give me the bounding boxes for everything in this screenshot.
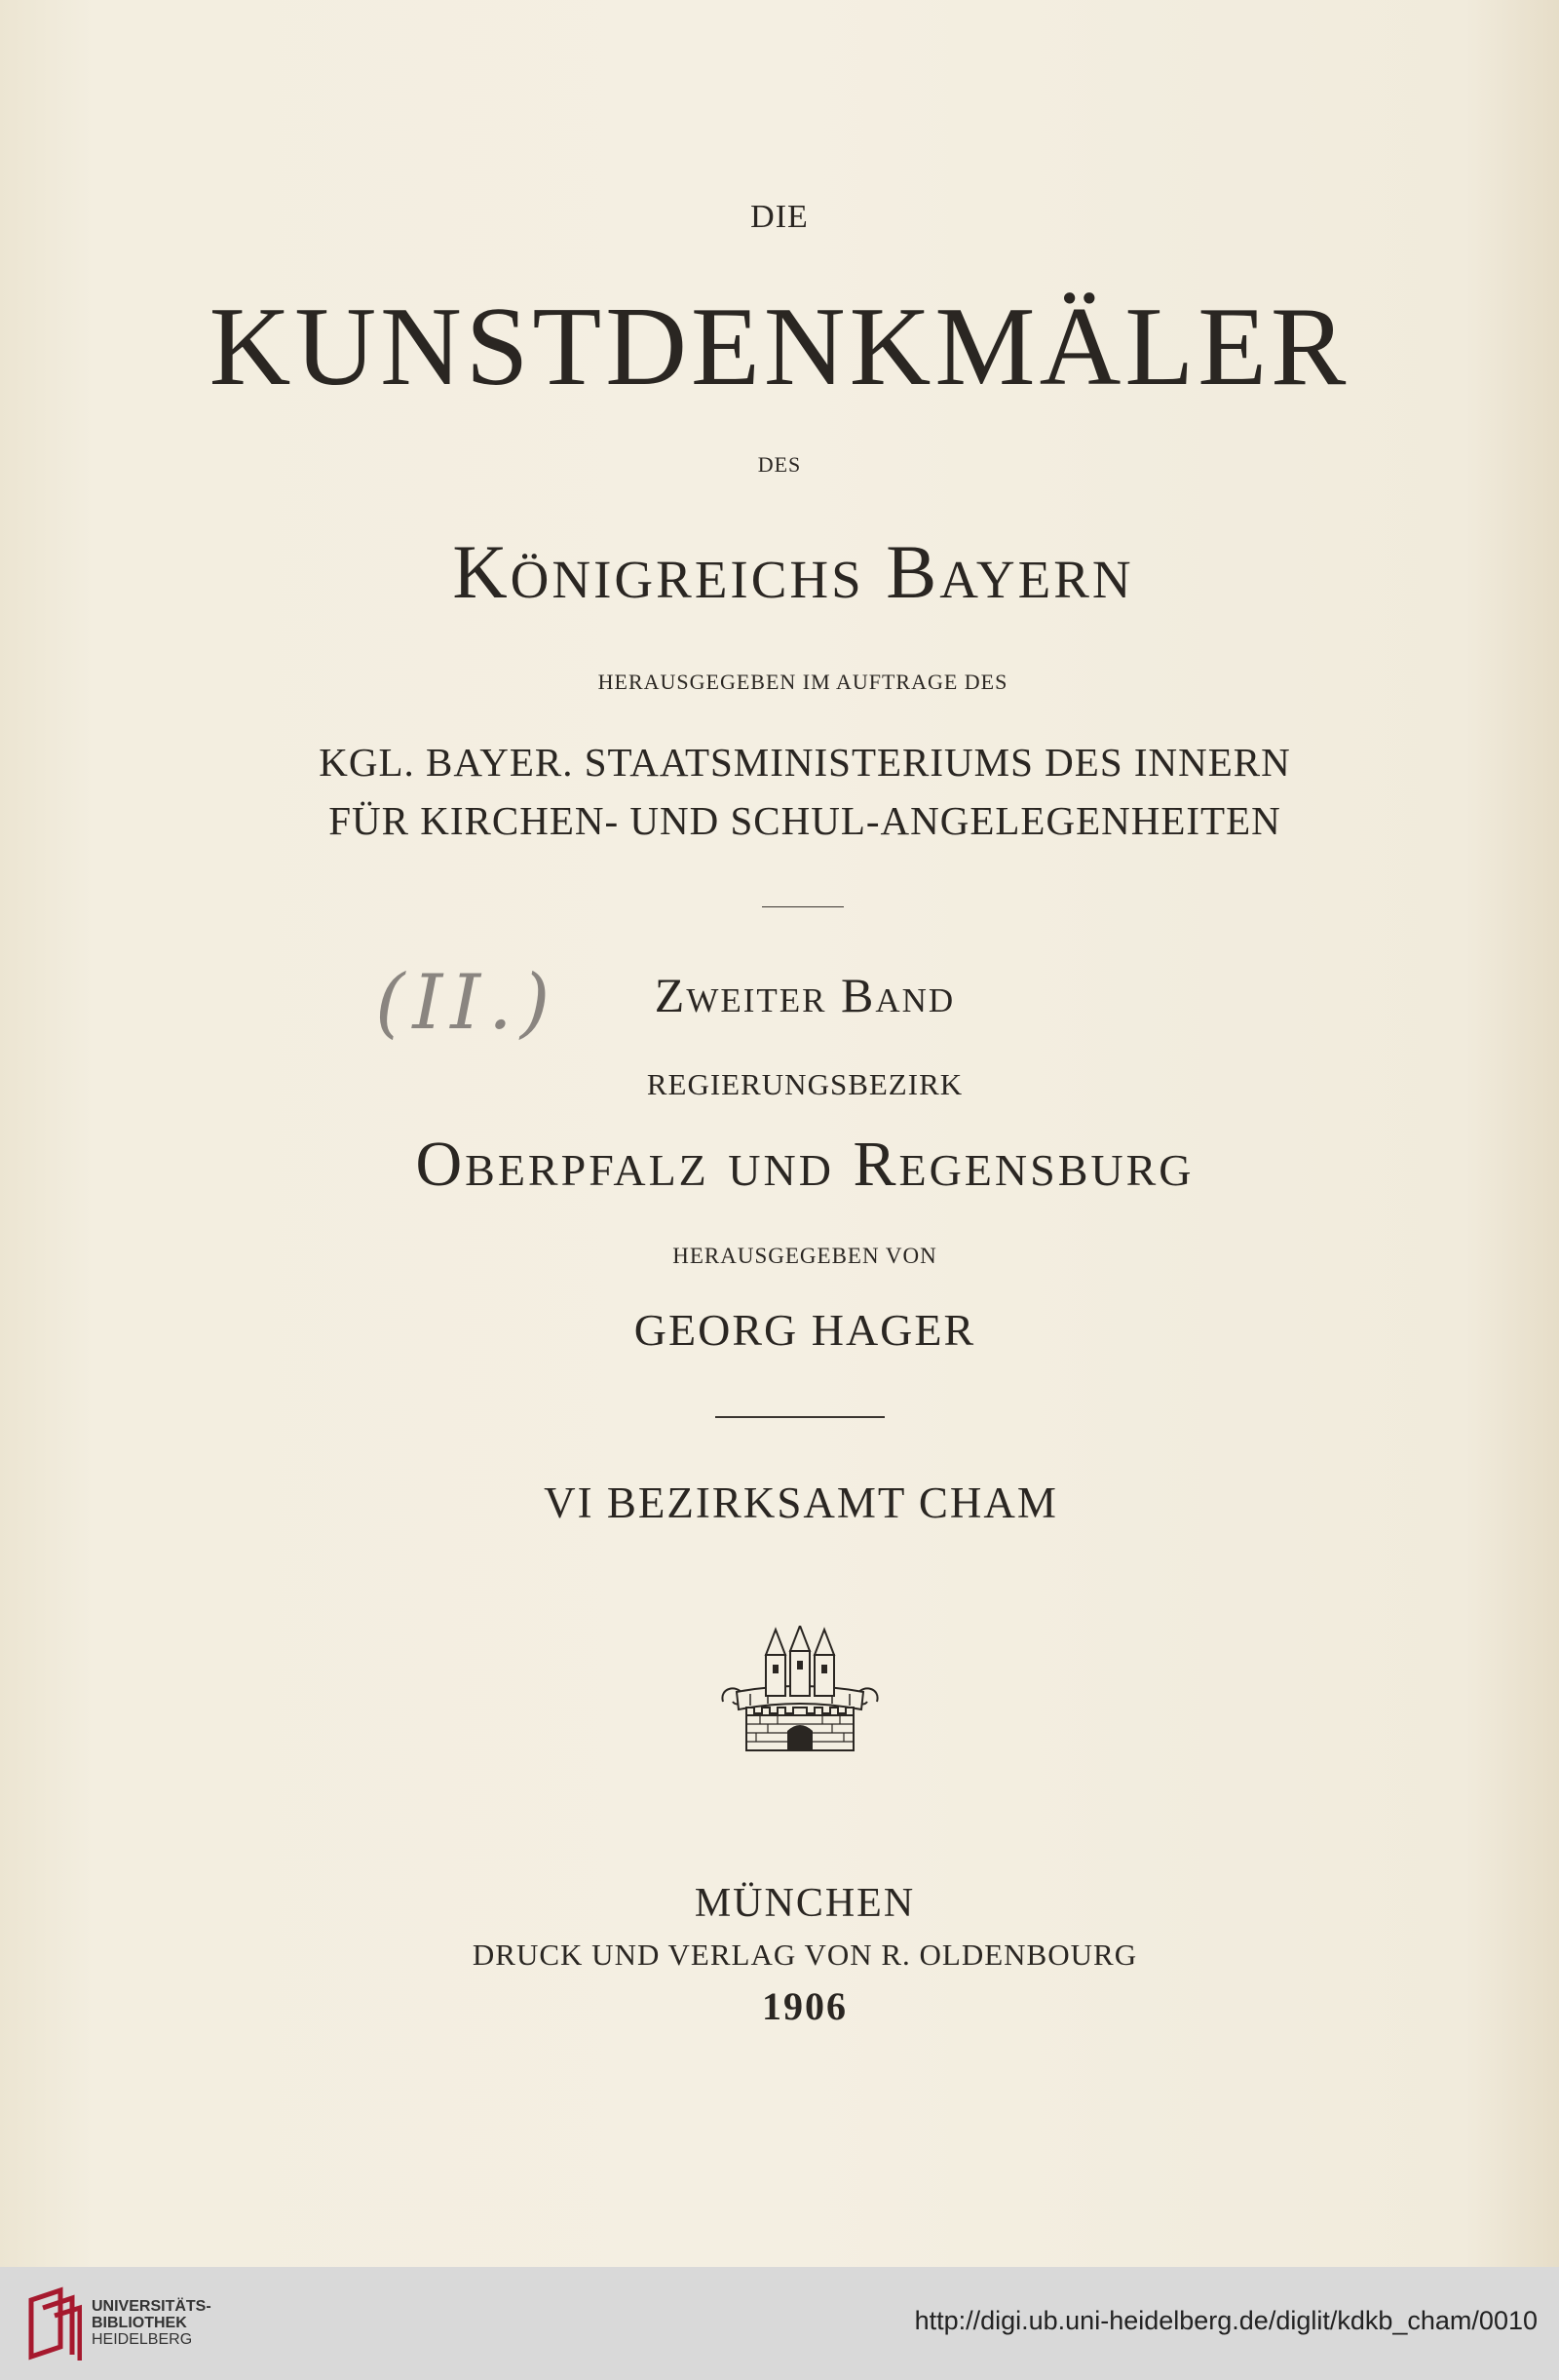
city: MÜNCHEN (694, 1881, 916, 1926)
library-name[interactable] (92, 2298, 211, 2348)
editor-name: GEORG HAGER (633, 1305, 976, 1355)
divider-rule-1 (762, 906, 844, 907)
volume-title: Zweiter Band (654, 968, 956, 1022)
district-part-1: Oberpfalz (415, 1129, 709, 1200)
district-label: REGIERUNGSBEZIRK (646, 1067, 964, 1101)
ministry-line-2: FÜR KIRCHEN- UND SCHUL-ANGELEGENHEITEN (328, 798, 1281, 843)
des-word: DES (757, 452, 802, 477)
permalink-url[interactable]: http://digi.ub.uni-heidelberg.de/diglit/kdkb_cham/0010 (914, 2306, 1538, 2335)
main-title: KUNSTDENKMÄLER (209, 285, 1350, 409)
ministry-line-1: KGL. BAYER. STAATSMINISTERIUMS DES INNERN (319, 740, 1291, 785)
library-name-line-1: UNIVERSITÄTS- (92, 2298, 211, 2315)
publisher: DRUCK UND VERLAG VON R. OLDENBOURG (472, 1938, 1138, 1972)
footer-bar (0, 2267, 1559, 2380)
district-part-2: Regensburg (853, 1129, 1195, 1200)
section-title: VI BEZIRKSAMT CHAM (544, 1478, 1058, 1527)
library-name-line-2: BIBLIOTHEK (92, 2315, 187, 2331)
editor-label: HERAUSGEGEBEN VON (672, 1244, 937, 1268)
library-name-line-3: HEIDELBERG (92, 2331, 193, 2348)
library-logo-icon[interactable] (27, 2286, 82, 2361)
die-word: DIE (750, 199, 809, 235)
kingdom-title: Königreichs Bayern (452, 529, 1134, 614)
handwritten-note: (II.) (375, 959, 558, 1047)
divider-rule-2 (715, 1416, 885, 1418)
issued-by-label: HERAUSGEGEBEN IM AUFTRAGE DES (597, 670, 1008, 694)
year: 1906 (762, 1984, 848, 2028)
district-title (25, 1129, 1559, 1200)
district-und: und (728, 1129, 834, 1200)
castle-emblem-icon (717, 1626, 883, 1757)
